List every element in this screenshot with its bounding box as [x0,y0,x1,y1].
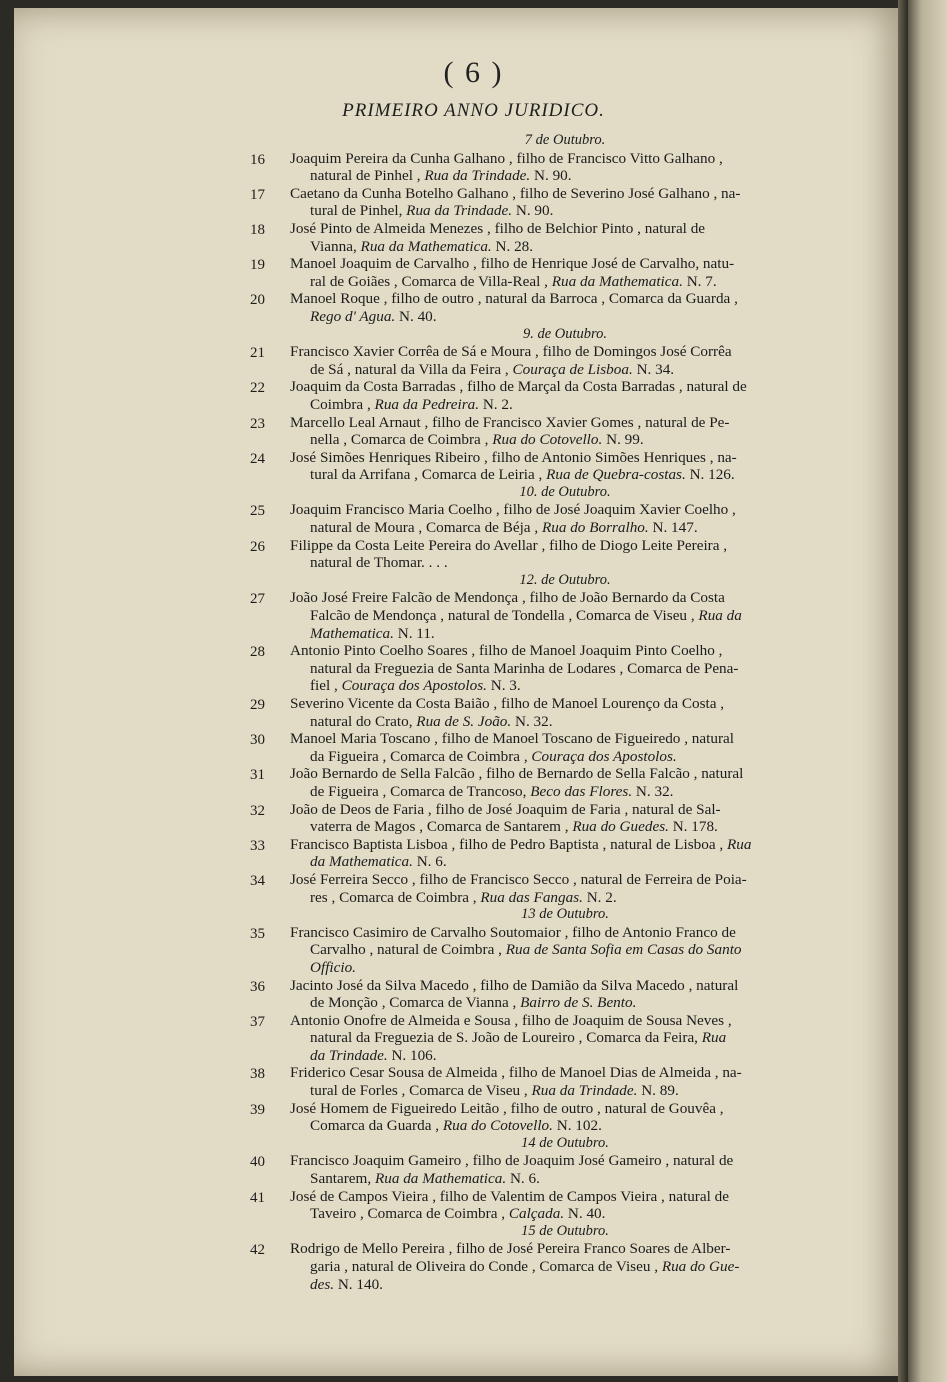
entry-text: Santarem, [310,1170,375,1188]
street-address-text: Bairro de S. Bento. [520,994,637,1012]
entry-text: Caetano da Cunha Botelho Galhano , filho de Severino José Galhano , na- [290,184,741,202]
entry-number: 39 [250,1101,265,1118]
street-address-text: Couraça de Lisboa. [512,360,633,378]
entry-line [290,959,840,977]
entry-number: 25 [250,503,265,520]
entry-line [290,343,840,361]
entry-line [290,994,840,1012]
entry-line [290,308,840,326]
entry-text: natural de Thomar. . . . [310,554,448,572]
date-heading: 10. de Outubro. [519,483,611,500]
entry-line [290,765,840,783]
entry-line [290,290,840,308]
entry-line [290,783,840,801]
entry-line [290,713,840,731]
register-entry [250,255,840,290]
entry-text: fiel , [310,677,342,695]
entry-text: N. 140. [334,1275,383,1293]
entry-line [290,501,840,519]
entry-text: Francisco Joaquim Gameiro , filho de Joaquim José Gameiro , natural de [290,1152,734,1170]
entry-line [290,537,840,555]
street-address-text: Rua da Trindade. [424,167,531,185]
entry-text: N. 32. [511,712,553,730]
page-heading: PRIMEIRO ANNO JURIDICO. [342,100,605,121]
entry-line [290,801,840,819]
entry-line [290,1188,840,1206]
entry-number: 28 [250,644,265,661]
entry-line [290,167,840,185]
entry-text: Severino Vicente da Costa Baião , filho de Manoel Lourenço da Costa , [290,695,725,712]
entry-text: Francisco Xavier Corrêa de Sá e Moura , filho de Domingos José Corrêa [290,343,732,361]
entry-line [290,1117,840,1135]
entry-line [290,1152,840,1170]
entry-text: nella , Comarca de Coimbra , [310,431,493,449]
entry-line [290,1276,840,1294]
entry-text: José Simões Henriques Ribeiro , filho de Antonio Simões Henriques , na- [290,448,737,466]
register-entry [250,290,840,325]
entry-number: 40 [250,1154,265,1171]
street-address-text: Rua da Mathematica. [551,272,683,290]
entry-text: Joaquim da Costa Barradas , filho de Marçal da Costa Barradas , natural de [290,378,747,396]
entry-text: N. 147. [648,519,698,537]
entry-text: José de Campos Vieira , filho de Valentim de Campos Vieira , natural de [290,1187,729,1205]
entry-line [290,1258,840,1276]
entry-line [290,977,840,995]
entry-text: natural de Moura , Comarca de Béja , [310,519,542,537]
entry-text: Comarca da Guarda , [310,1117,443,1135]
entry-number: 29 [250,697,265,713]
entry-line [290,1064,840,1082]
entry-line [290,730,840,748]
entry-line [290,924,840,942]
street-address-text: Rua da Trindade. [531,1082,638,1100]
entry-number: 24 [250,450,265,467]
register-entry [250,378,840,413]
register-entry [250,924,840,977]
entry-text: N. 102. [552,1117,602,1135]
register-entry [250,501,840,536]
street-address-text: Rua da [698,607,742,625]
entry-number: 22 [250,380,265,397]
entry-text: José Ferreira Secco , filho de Francisco Secco , natural de Ferreira de Poia- [290,870,747,888]
entry-text: de Monção , Comarca de Vianna , [310,994,521,1012]
register-entry [250,836,840,871]
entry-number: 37 [250,1013,265,1030]
street-address-text: Mathematica. [310,624,394,642]
entry-text: Taveiro , Comarca de Coimbra , [310,1205,509,1223]
register-entry [250,801,840,836]
adjacent-page-edge [908,0,947,1382]
entry-text: vaterra de Magos , Comarca de Santarem , [310,818,573,836]
entry-text: N. 178. [668,818,718,836]
entry-text: N. 89. [637,1082,679,1100]
entry-text: N. 90. [530,167,572,185]
entry-number: 26 [250,538,265,555]
entry-text: natural do Crato, [310,712,417,730]
entry-text: da Figueira , Comarca de Coimbra , [310,747,532,765]
entry-number: 16 [250,151,265,168]
entry-line [290,396,840,414]
entry-text: Antonio Pinto Coelho Soares , filho de Manoel Joaquim Pinto Coelho , [290,642,723,660]
entry-line [290,150,840,168]
street-address-text: Rua da Mathematica. [374,1170,507,1188]
entry-text: N. 106. [387,1046,437,1064]
entry-text: Francisco Baptista Lisboa , filho de Pedro Baptista , natural de Lisboa , [290,835,727,853]
entry-line [290,220,840,238]
entry-line [290,871,840,889]
entry-text: João José Freire Falcão de Mendonça , filho de João Bernardo da Costa [290,589,725,607]
entry-line [290,589,840,607]
entry-number: 20 [250,292,265,309]
entry-line [290,818,840,836]
entry-number: 35 [250,925,265,942]
entry-number: 36 [250,978,265,995]
entry-text: N. 40. [395,307,437,325]
entry-line [290,273,840,291]
entry-text: natural da Freguezia de Santa Marinha de Lodares , Comarca de Pena- [310,659,739,677]
register-entry [250,977,840,1012]
street-address-text: Rua do Guedes. [572,818,669,836]
entry-text: José Pinto de Almeida Menezes , filho de Belchior Pinto , natural de [290,219,706,237]
entry-text: Francisco Casimiro de Carvalho Soutomaior , filho de Antonio Franco de [290,923,736,941]
entry-text: N. 99. [602,431,644,449]
register-entry [250,343,840,378]
entry-text: tural de Forles , Comarca de Viseu , [310,1082,532,1100]
entry-number: 34 [250,872,265,889]
register-entry [250,1240,840,1293]
entry-text: N. 6. [412,853,447,871]
street-address-text: Rua do Cotovello. [442,1117,553,1135]
street-address-text: Rua de Santa Sofia em Casas do Santo [505,941,742,959]
entry-number: 19 [250,257,265,274]
entry-line [290,941,840,959]
entry-number: 17 [250,186,265,203]
date-heading: 7 de Outubro. [524,132,606,148]
entry-line [290,1240,840,1258]
date-heading: 13 de Outubro. [521,906,609,923]
entry-line [290,748,840,766]
entry-text: N. 2. [479,395,513,413]
street-address-text: Rua da Mathematica. [360,237,492,255]
street-address-text: da Trindade. [310,1046,388,1064]
street-address-text: Rua de Quebra-costas. [546,466,686,484]
entry-text: Joaquim Francisco Maria Coelho , filho de José Joaquim Xavier Coelho , [290,501,736,519]
register-entry [250,1064,840,1099]
date-heading: 12. de Outubro. [519,571,611,588]
entry-line [290,853,840,871]
street-address-text: Rua do Borralho. [541,519,649,537]
entry-line [290,185,840,203]
register-entry [250,414,840,449]
register-entry [250,537,840,572]
entry-number: 30 [250,732,265,749]
entry-text: res , Comarca de Coimbra , [310,888,481,906]
entry-line [290,255,840,273]
street-address-text: Rua das Fangas. [480,888,583,906]
entry-text: José Homem de Figueiredo Leitão , filho de outro , natural de Gouvêa , [290,1099,724,1117]
entry-text: João de Deos de Faria , filho de José Joaquim de Faria , natural de Sal- [290,800,721,818]
entry-text: Jacinto José da Silva Macedo , filho de Damião da Silva Macedo , natural [290,976,739,994]
street-address-text: Rua [701,1029,727,1047]
register-entry [250,765,840,800]
entry-text: N. 7. [682,272,717,290]
register-entry [250,871,840,906]
entry-number: 21 [250,345,265,362]
student-register-list [250,132,840,1293]
entry-text: N. 40. [564,1205,606,1223]
entry-line [290,1170,840,1188]
register-entry [250,1100,840,1135]
entry-line [290,642,840,660]
street-address-text: Calçada. [508,1205,565,1223]
register-entry [250,1012,840,1065]
register-entry [250,1188,840,1223]
register-entry [250,642,840,695]
date-heading: 15 de Outubro. [521,1222,609,1239]
entry-text: N. 126. [685,466,735,484]
entry-text: Manoel Joaquim de Carvalho , filho de Henrique José de Carvalho, natu- [290,255,735,273]
street-address-text: Officio. [310,958,356,976]
street-address-text: des. [310,1275,335,1293]
entry-line [290,1012,840,1030]
entry-text: tural da Arrifana , Comarca de Leiria , [310,466,547,484]
entry-line [290,519,840,537]
entry-text: Falcão de Mendonça , natural de Tondella , Comarca de Viseu , [310,607,699,625]
register-entry [250,1152,840,1187]
entry-line [290,625,840,643]
entry-text: Joaquim Pereira da Cunha Galhano , filho de Francisco Vitto Galhano , [290,149,723,167]
register-entry [250,449,840,484]
entry-text: N. 90. [512,202,554,220]
street-address-text: Couraça dos Apostolos. [341,677,487,695]
entry-line [290,1029,840,1047]
register-entry [250,185,840,220]
entry-line [290,202,840,220]
entry-line [290,660,840,678]
entry-number: 27 [250,591,265,608]
entry-line [290,695,840,713]
entry-number: 42 [250,1242,265,1259]
entry-text: tural de Pinhel, [310,202,407,220]
entry-text: Filippe da Costa Leite Pereira do Avellar , filho de Diogo Leite Pereira , [290,536,728,554]
entry-text: Carvalho , natural de Coimbra , [310,941,506,959]
register-entry [250,150,840,185]
street-address-text: Rua da Pedreira. [374,395,480,413]
entry-text: João Bernardo de Sella Falcão , filho de Bernardo de Sella Falcão , natural [290,765,744,783]
entry-line [290,431,840,449]
entry-text: Vianna, [310,237,361,255]
entry-number: 38 [250,1066,265,1083]
entry-number: 31 [250,767,265,784]
entry-text: ral de Goiães , Comarca de Villa-Real , [310,272,552,290]
entry-text: Coimbra , [310,395,375,413]
entry-line [290,414,840,432]
entry-line [290,677,840,695]
entry-text: Marcello Leal Arnaut , filho de Francisco Xavier Gomes , natural de Pe- [290,413,730,431]
entry-line [290,889,840,907]
entry-line [290,1100,840,1118]
street-address-text: Beco das Flores. [530,782,633,800]
street-address-text: Rua [726,835,752,853]
entry-line [290,238,840,256]
entry-text: de Figueira , Comarca de Trancoso, [310,782,531,800]
street-address-text: da Mathematica. [310,853,413,871]
date-heading: 14 de Outubro. [521,1134,609,1151]
entry-text: N. 6. [506,1170,540,1188]
entry-text: Antonio Onofre de Almeida e Sousa , filho de Joaquim de Sousa Neves , [290,1011,732,1029]
entry-text: Rodrigo de Mello Pereira , filho de José Pereira Franco Soares de Alber- [290,1240,731,1258]
entry-line [290,1205,840,1223]
entry-text: Manoel Roque , filho de outro , natural da Barroca , Comarca da Guarda , [290,290,738,308]
page-number: ( 6 ) [443,56,504,89]
street-address-text: Rua da Trindade. [406,202,513,220]
entry-number: 33 [250,837,265,854]
entry-text: N. 34. [632,360,675,378]
entry-text: de Sá , natural da Villa da Feira , [310,360,513,378]
entry-line [290,466,840,484]
entry-number: 41 [250,1189,265,1206]
entry-text: N. 32. [632,782,674,800]
entry-line [290,607,840,625]
register-entry [250,589,840,642]
entry-line [290,554,840,572]
entry-line [290,378,840,396]
entry-text: N. 3. [486,677,521,695]
entry-number: 23 [250,415,265,432]
entry-text: garia , natural de Oliveira do Conde , Comarca de Viseu , [310,1258,662,1275]
entry-line [290,1047,840,1065]
street-address-text: Rua do Gue- [661,1258,740,1275]
entry-text: natural da Freguezia de S. João de Loureiro , Comarca da Feira, [310,1029,702,1047]
register-entry [250,695,840,730]
entry-line [290,836,840,854]
entry-text: N. 28. [491,237,534,255]
entry-number: 18 [250,221,265,238]
date-heading: 9. de Outubro. [522,325,608,342]
entry-text: Manoel Maria Toscano , filho de Manoel Toscano de Figueiredo , natural [290,730,734,748]
street-address-text: Rego d' Agua. [310,307,396,325]
street-address-text: Couraça dos Apostolos. [531,747,677,765]
street-address-text: Rua de S. João. [416,712,512,730]
entry-line [290,361,840,379]
entry-text: N. 2. [582,888,617,906]
entry-text: natural de Pinhel , [310,167,425,185]
register-entry [250,220,840,255]
register-entry [250,730,840,765]
entry-line [290,1082,840,1100]
entry-text: Friderico Cesar Sousa de Almeida , filho de Manoel Dias de Almeida , na- [290,1064,742,1082]
entry-text: N. 11. [393,624,435,642]
entry-line [290,449,840,467]
entry-number: 32 [250,802,265,819]
street-address-text: Rua do Cotovello. [492,431,603,449]
